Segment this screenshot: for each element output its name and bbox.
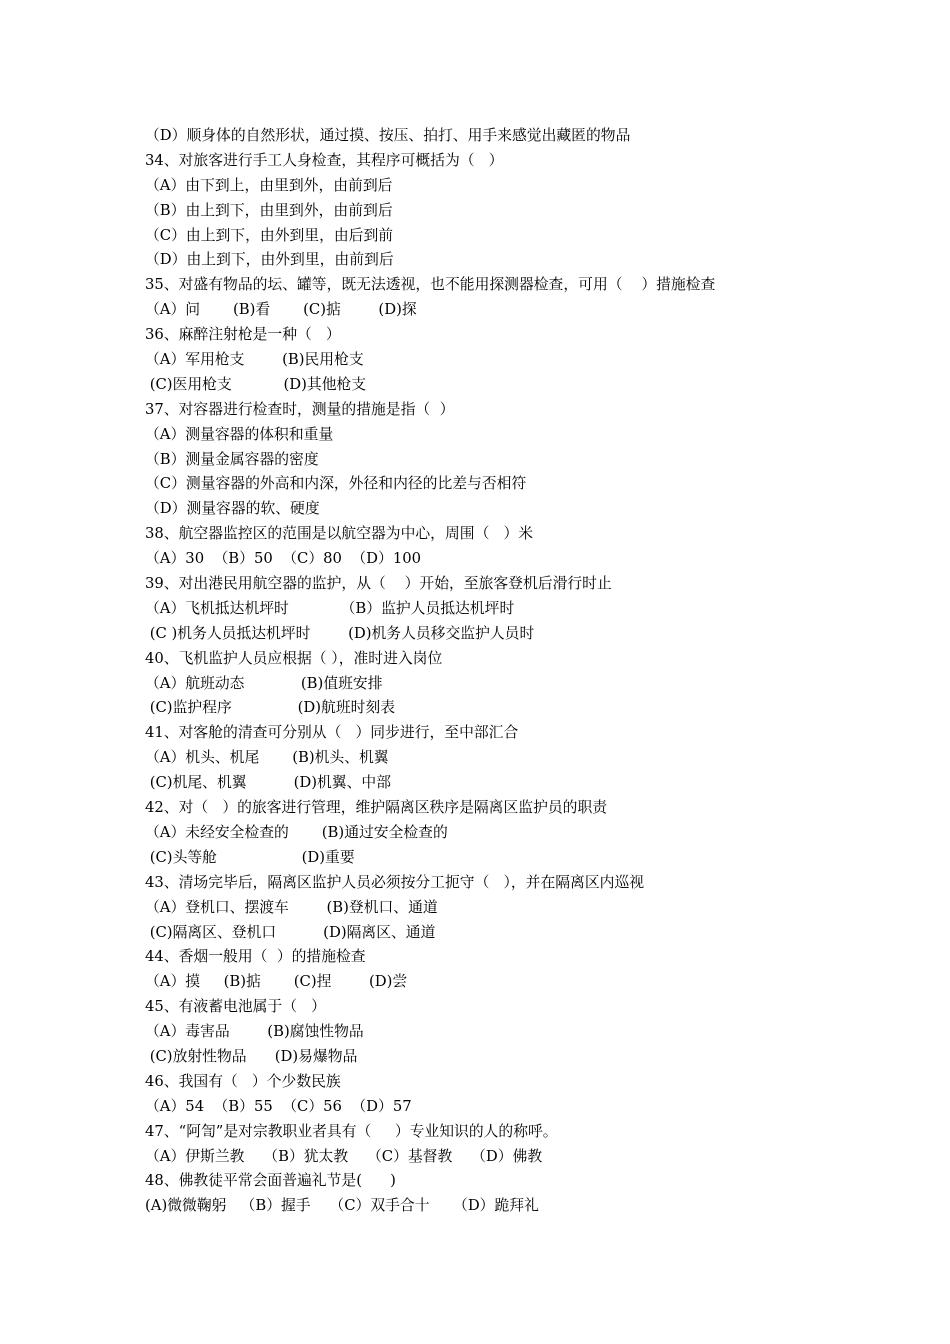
option-line: (C)头等舱 (D)重要 bbox=[145, 848, 355, 866]
option-line: (C)医用枪支 (D)其他枪支 bbox=[145, 375, 367, 393]
option-line: （A）毒害品 (B)腐蚀性物品 bbox=[145, 1023, 364, 1041]
option-line: （A）54 （B）55 （C）56 （D）57 bbox=[145, 1097, 412, 1115]
option-line: （A）由下到上，由里到外，由前到后 bbox=[145, 176, 393, 194]
option-line: （A）飞机抵达机坪时 （B）监护人员抵达机坪时 bbox=[145, 599, 515, 617]
question-line: 46、我国有（ ）个少数民族 bbox=[145, 1072, 341, 1090]
option-line: (C)监护程序 (D)航班时刻表 bbox=[145, 699, 396, 717]
option-line: （A）机头、机尾 (B)机头、机翼 bbox=[145, 749, 389, 767]
option-line: (C)机尾、机翼 (D)机翼、中部 bbox=[145, 774, 391, 792]
option-line: （C）由上到下，由外到里，由后到前 bbox=[145, 226, 394, 244]
question-line: 35、对盛有物品的坛、罐等，既无法透视，也不能用探测器检查，可用（ ）措施检查 bbox=[145, 276, 716, 294]
option-line: （A）伊斯兰教 （B）犹太教 （C）基督教 （D）佛教 bbox=[145, 1147, 543, 1165]
question-line: 41、对客舱的清查可分别从（ ）同步进行，至中部汇合 bbox=[145, 724, 519, 742]
question-line: 40、飞机监护人员应根据（ ），准时进入岗位 bbox=[145, 649, 443, 667]
option-line: （A）登机口、摆渡车 (B)登机口、通道 bbox=[145, 898, 438, 916]
question-line: 43、清场完毕后，隔离区监护人员必须按分工扼守（ ），并在隔离区内巡视 bbox=[145, 873, 645, 891]
option-line: （A）问 (B)看 (C)掂 (D)探 bbox=[145, 301, 417, 319]
question-line: 45、有液蓄电池属于（ ） bbox=[145, 998, 326, 1016]
option-line: （A）未经安全检查的 (B)通过安全检查的 bbox=[145, 823, 448, 841]
question-line: 48、佛教徒平常会面普遍礼节是( ) bbox=[145, 1172, 396, 1190]
option-line: （B）测量金属容器的密度 bbox=[145, 450, 319, 468]
option-line: (C)隔离区、登机口 (D)隔离区、通道 bbox=[145, 923, 436, 941]
question-line: 47、“阿訇”是对宗教职业者具有（ ）专业知识的人的称呼。 bbox=[145, 1122, 558, 1140]
option-line: （A）军用枪支 (B)民用枪支 bbox=[145, 351, 364, 369]
option-line: （A）摸 (B)掂 (C)捏 (D)尝 bbox=[145, 973, 408, 991]
question-line: 42、对（ ）的旅客进行管理，维护隔离区秩序是隔离区监护员的职责 bbox=[145, 799, 608, 817]
option-line: （D）测量容器的软、硬度 bbox=[145, 500, 320, 518]
option-line: (C)放射性物品 (D)易爆物品 bbox=[145, 1047, 358, 1065]
option-line: (C )机务人员抵达机坪时 (D)机务人员移交监护人员时 bbox=[145, 624, 535, 642]
question-line: 37、对容器进行检查时，测量的措施是指（ ） bbox=[145, 400, 455, 418]
question-list bbox=[145, 124, 805, 1219]
option-line: （D）顺身体的自然形状，通过摸、按压、拍打、用手来感觉出藏匿的物品 bbox=[145, 127, 631, 144]
option-line: （A）测量容器的体积和重量 bbox=[145, 425, 334, 443]
option-line: (A)微微鞠躬 （B）握手 （C）双手合十 （D）跪拜礼 bbox=[145, 1197, 539, 1215]
question-line: 39、对出港民用航空器的监护，从（ ）开始，至旅客登机后滑行时止 bbox=[145, 575, 612, 593]
question-line: 34、对旅客进行手工人身检查，其程序可概括为（ ） bbox=[145, 151, 504, 169]
option-line: （B）由上到下，由里到外，由前到后 bbox=[145, 201, 393, 219]
option-line: （A）航班动态 (B)值班安排 bbox=[145, 674, 383, 692]
option-line: （C）测量容器的外高和内深，外径和内径的比差与否相符 bbox=[145, 475, 527, 493]
question-line: 38、航空器监控区的范围是以航空器为中心，周围（ ）米 bbox=[145, 525, 534, 543]
option-line: （D）由上到下，由外到里，由前到后 bbox=[145, 251, 394, 269]
question-line: 36、麻醉注射枪是一种（ ） bbox=[145, 326, 341, 344]
question-line: 44、香烟一般用（ ）的措施检查 bbox=[145, 948, 366, 966]
option-line: （A）30 （B）50 （C）80 （D）100 bbox=[145, 550, 422, 568]
